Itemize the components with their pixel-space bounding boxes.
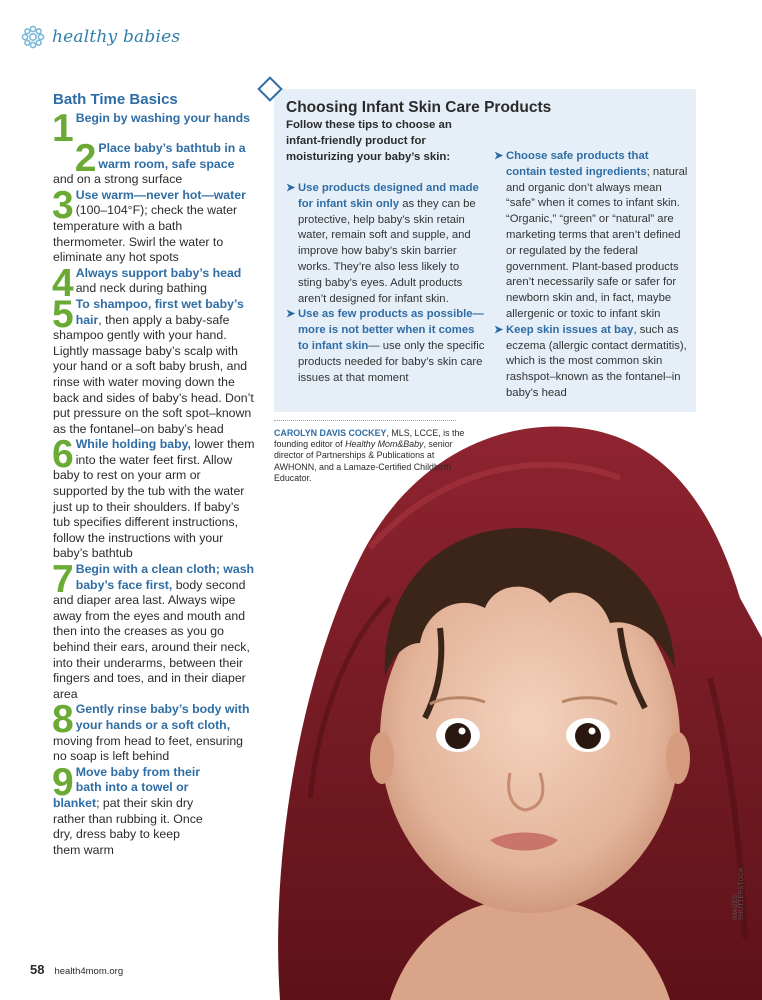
step-text: and neck during bathing	[75, 281, 207, 296]
step-text: lower them into the water feet first. Allow baby to rest on your arm or supported by the tub with the water just up to their shoulders. If baby’s tub specifies different instructions, follow the instructions with your baby’s bathtub	[53, 437, 255, 561]
tip-lead: Keep skin issues at bay	[506, 323, 634, 336]
site-url: health4mom.org	[54, 966, 124, 977]
tip-lead: Use as few products as possible—more is not better when it comes to infant skin	[298, 308, 484, 352]
tip-text: — use only the specific products needed for baby’s skin care issues at that moment	[298, 339, 485, 384]
tip-lead: Use products designed and made for infant skin only	[298, 182, 479, 210]
chevron-right-icon: ➤	[494, 150, 504, 162]
step-lead: Place baby’s bathtub in a warm room, safe space	[98, 141, 246, 171]
tip-lead: Choose safe products that contain tested ingredients	[506, 150, 649, 178]
step-lead: Move baby from their bath into a towel or blanket	[53, 764, 201, 810]
step-text: ; pat their skin dry rather than rubbing it. Once dry, dress baby to keep them warm	[53, 795, 203, 857]
photo-credit: IMAGES: SHUTTERSTOCK	[733, 867, 745, 920]
section-header	[20, 24, 180, 50]
step-lead: Begin with a clean cloth; wash baby’s face first,	[75, 562, 255, 592]
step-5	[52, 292, 258, 437]
step-6	[52, 433, 258, 562]
bio-text: , senior director of Partnerships & Publications at AWHONN, and a Lamaze-Certified Childbirth Educator.	[274, 439, 453, 483]
bath-time-basics	[53, 90, 258, 858]
bath-time-title: Bath Time Basics	[53, 91, 178, 108]
chevron-right-icon: ➤	[494, 323, 504, 336]
step-number: 7	[52, 558, 74, 602]
step-7	[52, 558, 258, 702]
step-text: , then apply a baby-safe shampoo gently with your hand. Lightly massage baby’s scalp with your hand or a soft baby brush, and rinse with water moving down the back and sides of baby’s head. Don’t put pressure on the soft spot–known as the fontanel–on baby’s head	[53, 312, 254, 436]
publication-name: Healthy Mom&Baby	[345, 439, 424, 450]
tip-text: , such as eczema (allergic contact dermatitis), which is the most common skin rashspot–known as the fontanel–in baby’s head	[506, 323, 687, 399]
step-2	[53, 137, 258, 188]
step-lead: While holding baby,	[75, 437, 191, 452]
step-9	[52, 760, 203, 859]
step-text: (100–104°F); check the water temperature with a bath thermometer. Swirl the water to eliminate any hot spots	[53, 203, 238, 265]
step-4	[52, 261, 258, 305]
tips-left-column	[286, 181, 486, 386]
step-number: 4	[52, 261, 74, 305]
author-bio	[274, 428, 466, 484]
chevron-right-icon: ➤	[286, 182, 296, 194]
step-number: 9	[52, 760, 74, 804]
tip-item	[286, 307, 486, 386]
step-text: body second and diaper area last. Always wipe away from the eyes and mouth and then into the creases as you go behind their ears, around their neck, into their underarms, between their fingers and toes, and in their diaper area	[53, 577, 250, 701]
author-name: CAROLYN DAVIS COCKEY	[274, 428, 387, 438]
step-number: 6	[52, 433, 74, 477]
tip-item	[494, 149, 690, 323]
step-number: 5	[52, 292, 74, 336]
step-text: moving from head to feet, ensuring no soap is left behind	[53, 733, 244, 764]
tip-text: as they can be protective, help baby’s skin retain water, remain soft and supple, and improve how baby’s skin barrier works. They’re also less likely to sting baby’s eyes. Adult products aren’t designed for infant skin.	[298, 197, 476, 305]
skin-care-sidebar	[274, 89, 696, 412]
tip-item	[286, 181, 486, 307]
flower-icon	[20, 24, 46, 50]
step-text: and on a strong surface	[53, 172, 183, 187]
sidebar-intro: Follow these tips to choose an infant-friendly product for moisturizing your baby’s skin:	[286, 119, 452, 163]
step-lead: Always support baby’s head	[75, 265, 242, 280]
step-number: 2	[74, 137, 97, 180]
sidebar-title: Choosing Infant Skin Care Products	[286, 99, 552, 116]
step-8	[52, 698, 258, 764]
section-label: healthy babies	[52, 27, 181, 47]
step-3	[52, 183, 258, 266]
step-number: 1	[52, 107, 74, 150]
page-number: 58	[30, 962, 45, 977]
tip-item	[494, 323, 690, 402]
bio-text: , MLS, LCCE, is the founding editor of	[274, 428, 465, 450]
step-lead: Use warm—never hot—water	[75, 187, 246, 202]
step-number: 8	[52, 698, 74, 742]
step-lead: To shampoo, first wet baby’s hair	[75, 296, 244, 327]
page-footer	[30, 962, 123, 977]
step-lead: Begin by washing your hands	[75, 111, 250, 125]
tips-right-column	[494, 149, 690, 402]
tip-text: ; natural and organic don’t always mean “safe” when it comes to infant skin. “Organic,” “green” or “natural” are marketing terms that aren’t defined or regulated by the federal government. Plant-based products aren’t necessarily safe or safer for newborn skin and, in fact, maybe allergenic or toxic to infant skin	[506, 165, 688, 320]
chevron-right-icon: ➤	[286, 308, 296, 321]
divider	[274, 420, 456, 421]
step-number: 3	[52, 183, 74, 227]
step-lead: Gently rinse baby’s body with your hands or a soft cloth,	[75, 702, 250, 732]
